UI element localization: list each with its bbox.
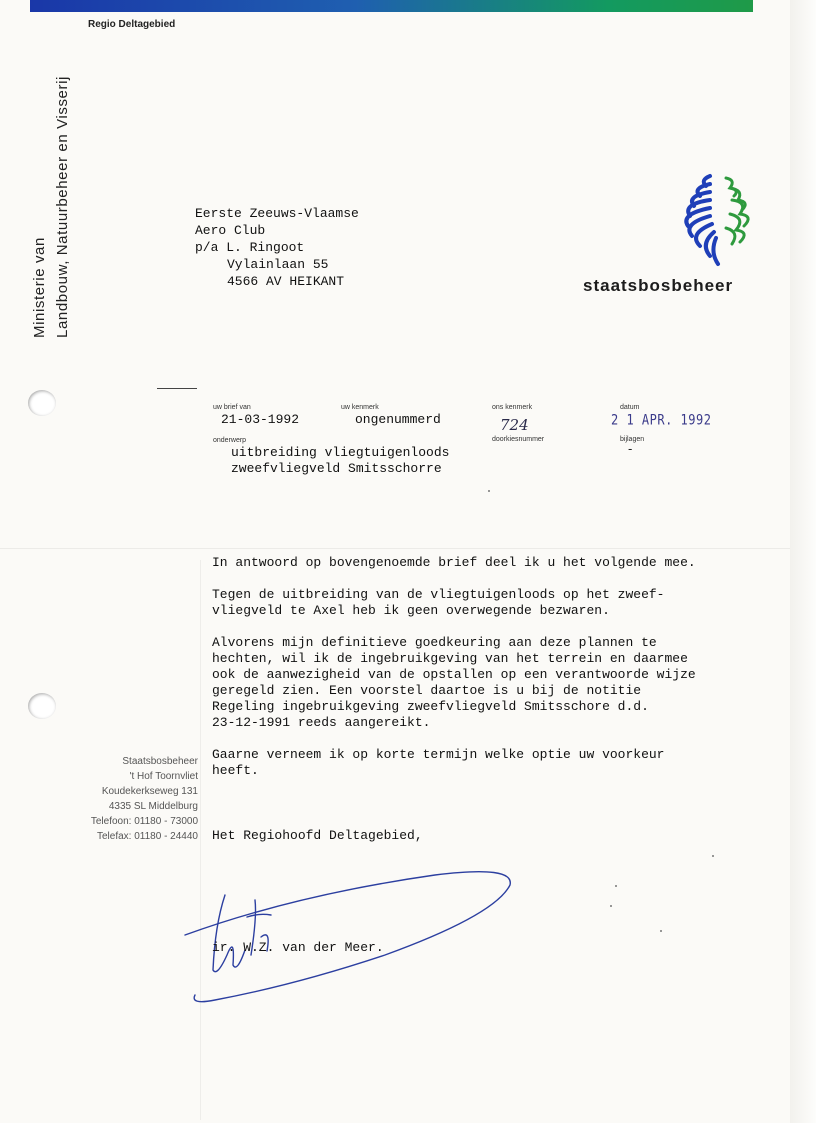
paper-speck — [488, 490, 490, 492]
margin-crease — [200, 560, 201, 1120]
paper-speck — [660, 930, 662, 932]
letter-body — [212, 555, 732, 795]
sender-line: Staatsbosbeheer — [122, 756, 198, 767]
onderwerp-line-1: uitbreiding vliegtuigenloods — [231, 445, 450, 460]
ons-kenmerk-handwritten: 724 — [500, 416, 529, 434]
sender-line: Telefax: 01180 - 24440 — [96, 831, 198, 842]
sender-line: 4335 SL Middelburg — [108, 801, 198, 812]
uw-brief-van-value: 21-03-1992 — [221, 412, 300, 427]
bijlagen-label: bijlagen — [620, 436, 645, 443]
staatsbosbeheer-logo-icon — [670, 168, 760, 268]
doorkiesnummer-label: doorkiesnummer — [492, 436, 545, 443]
ministry-name — [28, 76, 74, 338]
paragraph: Tegen de uitbreiding van de vliegtuigenloods op het zweef- vliegveld te Axel heb ik geen overwegende bezwaren. — [212, 587, 665, 618]
brand-wordmark: staatsbosbeheer — [583, 276, 734, 295]
bijlagen-value: - — [628, 441, 633, 456]
datum-label: datum — [620, 404, 640, 411]
uw-kenmerk-value: ongenummerd — [355, 412, 441, 427]
page-edge — [790, 0, 816, 1123]
recipient-address — [195, 205, 359, 290]
paragraph: Gaarne verneem ik op korte termijn welke optie uw voorkeur heeft. — [212, 747, 665, 778]
paper-speck — [610, 905, 612, 907]
recipient-line: Aero Club — [195, 223, 266, 238]
reference-rule — [157, 388, 197, 389]
letterhead-color-bar — [30, 0, 753, 12]
paper-speck — [615, 885, 617, 887]
recipient-line: p/a L. Ringoot — [195, 240, 305, 255]
signatory-name: ir. W.Z. van der Meer. — [212, 940, 384, 955]
date-stamp: 2 1 APR. 1992 — [611, 411, 712, 429]
fold-line — [0, 548, 790, 549]
region-label: Regio Deltagebied — [88, 19, 176, 30]
paragraph: Alvorens mijn definitieve goedkeuring aan deze plannen te hechten, wil ik de ingebruikgeving van het terrein en daarmee ook de aanwezigheid van de opstallen op een verantwoorde wijze geregeld zien. Een voorstel daartoe is u bij de notitie Regeling ingebruikgeving zweefvliegveld Smitsschore d.d. 23-12-1991 reeds aangereikt. — [212, 635, 696, 730]
paper-speck — [712, 855, 714, 857]
uw-kenmerk-label: uw kenmerk — [341, 404, 379, 411]
recipient-line: Eerste Zeeuws-Vlaamse — [195, 206, 359, 221]
onderwerp-line-2: zweefvliegveld Smitsschorre — [231, 461, 442, 476]
sender-line: 't Hof Toornvliet — [129, 771, 198, 782]
ons-kenmerk-label: ons kenmerk — [492, 404, 533, 411]
sender-line: Telefoon: 01180 - 73000 — [90, 816, 198, 827]
paragraph: In antwoord op bovengenoemde brief deel ik u het volgende mee. — [212, 555, 696, 570]
handwritten-signature-icon — [175, 855, 520, 1015]
uw-brief-van-label: uw brief van — [213, 404, 251, 411]
closing-greeting: Het Regiohoofd Deltagebied, — [212, 828, 423, 843]
punch-hole-top — [28, 390, 56, 416]
ministry-line-1: Ministerie van — [31, 237, 48, 338]
ministry-line-2: Landbouw, Natuurbeheer en Visserij — [54, 76, 71, 338]
recipient-line: 4566 AV HEIKANT — [227, 274, 345, 289]
sender-line: Koudekerkseweg 131 — [101, 786, 198, 797]
sender-address — [60, 754, 198, 844]
recipient-line: Vylainlaan 55 — [227, 257, 329, 272]
punch-hole-bottom — [28, 693, 56, 719]
onderwerp-label: onderwerp — [213, 437, 247, 444]
